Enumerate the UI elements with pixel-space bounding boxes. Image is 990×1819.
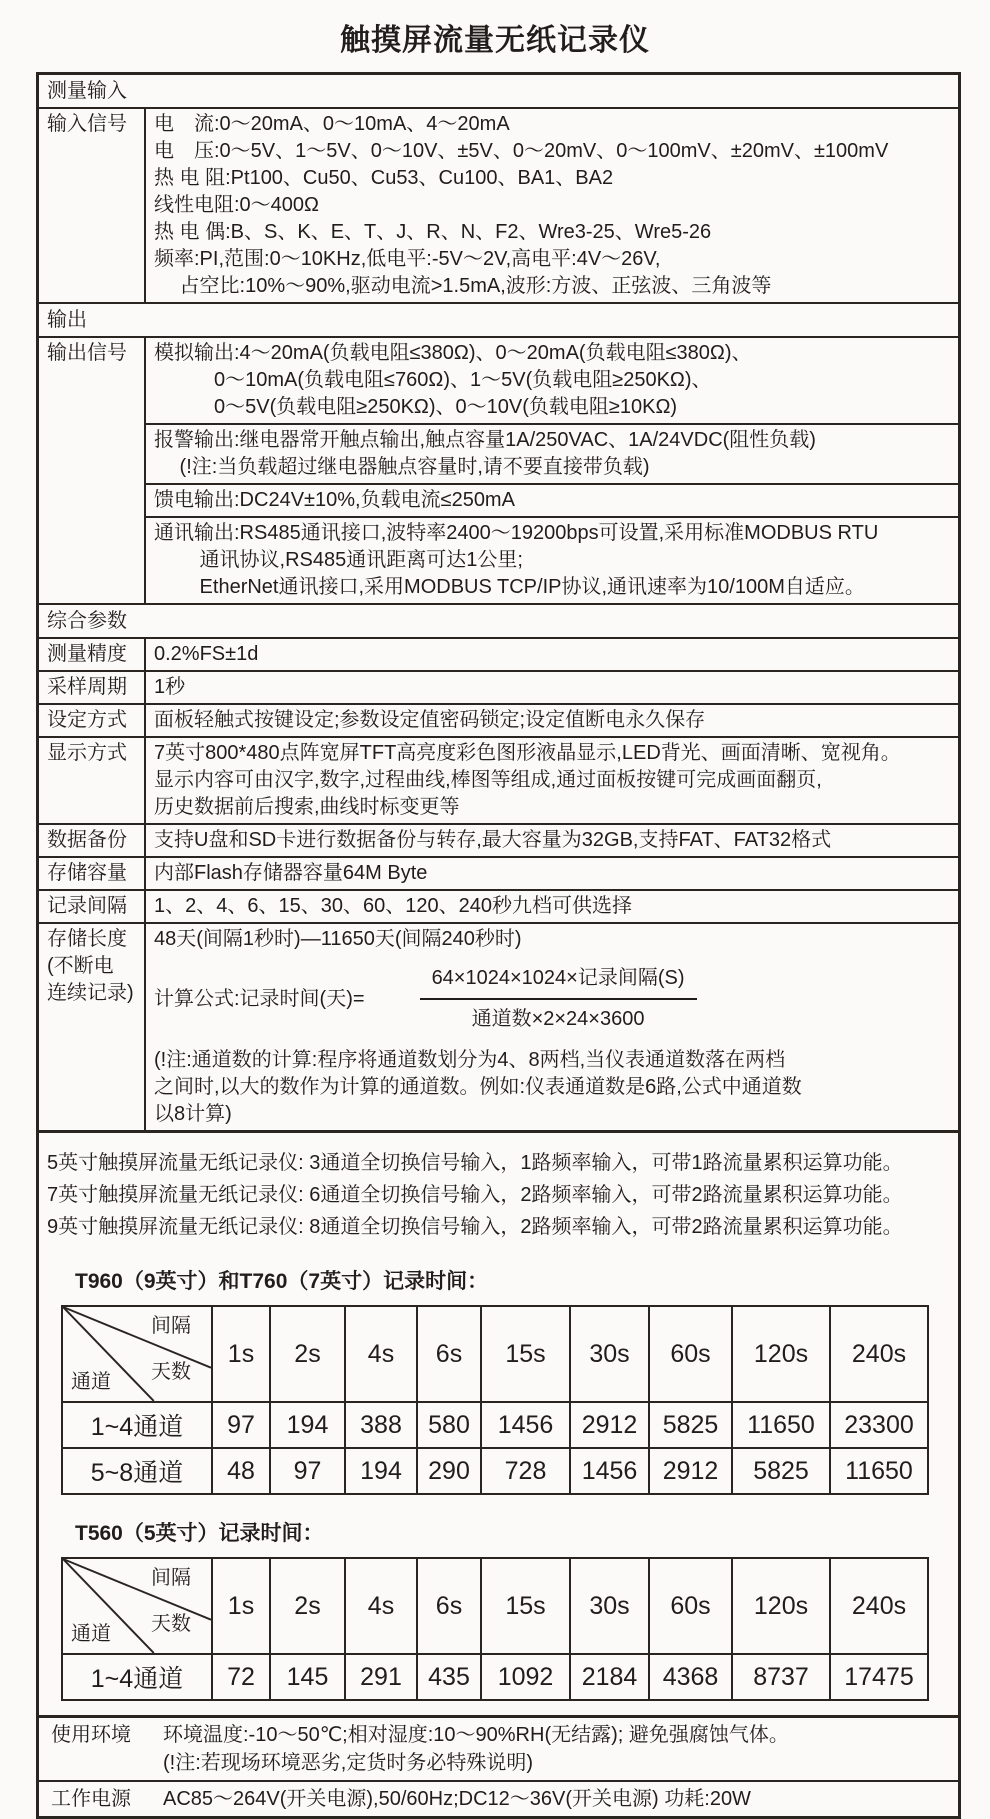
row-label-output-signal: 输出信号 [39,338,146,603]
content-line: 通讯输出:RS485通讯接口,波特率2400～19200bps可设置,采用标准MODBUS RTU [154,522,879,544]
content-line: 显示内容可由汉字,数字,过程曲线,棒图等组成,通过面板按键可完成画面翻页, [154,769,822,791]
table-row-ch5-8 [62,1448,928,1494]
interval-header-cell: 4s [345,1306,417,1402]
value-cell: 290 [417,1448,481,1494]
output-subgroup-communication [146,516,958,603]
content-line: 电 压:0～5V、1～5V、0～10V、±5V、0～20mV、0～100mV、±20mV、±100mV [154,140,889,162]
interval-header-cell: 60s [649,1306,732,1402]
content-line: (!注:当负载超过继电器触点容量时,请不要直接带负载) [154,456,650,478]
content-line: (!注:若现场环境恶劣,定货时务必特殊说明) [163,1752,533,1774]
row-content-output-signal [146,338,958,603]
content-line: 热 电 阻:Pt100、Cu50、Cu53、Cu100、BA1、BA2 [154,167,614,189]
corner-cell [62,1558,212,1654]
content-line: 占空比:10%～90%,驱动电流>1.5mA,波形:方波、正弦波、三角波等 [154,275,772,297]
value-cell: 5825 [649,1402,732,1448]
storage-note-line: (!注:通道数的计算:程序将通道数划分为4、8两档,当仪表通道数落在两档 [154,1049,786,1071]
storage-range-line: 48天(间隔1秒时)—11650天(间隔240秒时) [154,928,522,950]
value-cell: 194 [345,1448,417,1494]
value-cell: 1456 [481,1402,570,1448]
storage-note-line: 以8计算) [154,1103,232,1125]
output-subgroup-analog [146,338,958,423]
interval-header-cell: 120s [732,1558,830,1654]
row-content [146,672,958,703]
content-line: 内部Flash存储器容量64M Byte [154,862,428,884]
interval-header-cell: 6s [417,1306,481,1402]
value-cell: 48 [212,1448,270,1494]
table-header-row [62,1306,928,1402]
model-line-9inch: 9英寸触摸屏流量无纸记录仪: 8通道全切换信号输入，2路频率输入，可带2路流量累积运算功能。 [47,1216,903,1238]
content-line: 热 电 偶:B、S、K、E、T、J、R、N、F2、Wre3-25、Wre5-26 [154,221,712,243]
model-line-5inch: 5英寸触摸屏流量无纸记录仪: 3通道全切换信号输入，1路频率输入，可带1路流量累积运算功能。 [47,1152,903,1174]
spec-row-capacity [39,856,958,889]
interval-header-cell: 240s [830,1558,928,1654]
interval-header-cell: 240s [830,1306,928,1402]
content-line: AC85～264V(开关电源),50/60Hz;DC12～36V(开关电源) 功耗:20W [163,1788,751,1810]
interval-header-cell: 15s [481,1558,570,1654]
content-line: 通讯协议,RS485通讯距离可达1公里; [154,549,523,571]
interval-header-cell: 120s [732,1306,830,1402]
row-content-storage-length [146,924,958,1130]
power-content [163,1785,958,1813]
row-content-input-signal [146,109,958,302]
environment-row [39,1718,958,1780]
t960-recording-table [61,1305,929,1495]
interval-header-cell: 30s [570,1558,649,1654]
spec-table [36,72,961,1133]
row-label: 设定方式 [39,705,146,736]
t560-table-heading: T560（5英寸）记录时间： [75,1522,324,1545]
row-header-cell: 1~4通道 [62,1402,212,1448]
section-header-general: 综合参数 [39,603,958,637]
spec-row-display [39,736,958,823]
interval-header-cell: 1s [212,1306,270,1402]
interval-header-cell: 2s [270,1306,345,1402]
content-line: 面板轻触式按键设定;参数设定值密码锁定;设定值断电永久保存 [154,709,706,731]
environment-content [163,1721,958,1777]
content-line: 环境温度:-10～50℃;相对湿度:10～90%RH(无结露); 避免强腐蚀气体。 [163,1724,789,1746]
content-line: 7英寸800*480点阵宽屏TFT高亮度彩色图形液晶显示,LED背光、画面清晰、宽视角。 [154,742,901,764]
content-line: 1、2、4、6、15、30、60、120、240秒九档可供选择 [154,895,632,917]
environment-label: 使用环境 [51,1724,131,1746]
storage-formula [154,965,950,1033]
interval-header-cell: 1s [212,1558,270,1654]
value-cell: 5825 [732,1448,830,1494]
spec-row-sampling [39,670,958,703]
power-label: 工作电源 [51,1788,131,1810]
power-row [39,1780,958,1816]
interval-header-cell: 30s [570,1306,649,1402]
content-line: 0～10mA(负载电阻≤760Ω)、1～5V(负载电阻≥250KΩ)、 [154,369,712,391]
t560-recording-table [61,1557,929,1701]
fraction-denominator: 通道数×2×24×3600 [471,1008,645,1030]
interval-header-cell: 2s [270,1558,345,1654]
value-cell: 2912 [570,1402,649,1448]
spec-row-output-signal [39,336,958,603]
corner-channel-label: 通道 [71,1623,111,1645]
row-label-storage-length [39,924,146,1130]
content-line: 频率:PI,范围:0～10KHz,低电平:-5V～2V,高电平:4V～26V, [154,248,661,270]
value-cell: 2912 [649,1448,732,1494]
output-subgroup-feed [146,483,958,516]
table-header-row [62,1558,928,1654]
interval-header-cell: 4s [345,1558,417,1654]
label-line: (不断电 [47,955,114,977]
value-cell: 145 [270,1654,345,1700]
content-line: 报警输出:继电器常开触点输出,触点容量1A/250VAC、1A/24VDC(阻性负载) [154,429,816,451]
row-content [146,738,958,823]
table-row-ch1-4 [62,1654,928,1700]
value-cell: 72 [212,1654,270,1700]
formula-fraction [420,965,697,1033]
value-cell: 11650 [830,1448,928,1494]
fraction-numerator: 64×1024×1024×记录间隔(S) [420,965,697,1000]
row-label: 显示方式 [39,738,146,823]
content-line: 0～5V(负载电阻≥250KΩ)、0～10V(负载电阻≥10KΩ) [154,396,678,418]
row-label: 记录间隔 [39,891,146,922]
value-cell: 11650 [732,1402,830,1448]
section-header-output: 输出 [39,302,958,336]
value-cell: 194 [270,1402,345,1448]
corner-days-label: 天数 [151,1361,191,1383]
content-line: 模拟输出:4～20mA(负载电阻≤380Ω)、0～20mA(负载电阻≤380Ω)、 [154,342,752,364]
content-line: 支持U盘和SD卡进行数据备份与转存,最大容量为32GB,支持FAT、FAT32格式 [154,829,832,851]
row-content [146,825,958,856]
corner-cell [62,1306,212,1402]
spec-row-setting [39,703,958,736]
corner-interval-label: 间隔 [151,1567,191,1589]
content-line: 电 流:0～20mA、0～10mA、4～20mA [154,113,510,135]
row-header-cell: 5~8通道 [62,1448,212,1494]
row-label: 采样周期 [39,672,146,703]
row-content [146,858,958,889]
storage-note-line: 之间时,以大的数作为计算的通道数。例如:仪表通道数是6路,公式中通道数 [154,1076,802,1098]
value-cell: 1092 [481,1654,570,1700]
value-cell: 1456 [570,1448,649,1494]
content-line: 0.2%FS±1d [154,643,259,665]
interval-header-cell: 6s [417,1558,481,1654]
content-line: EtherNet通讯接口,采用MODBUS TCP/IP协议,通讯速率为10/100M自适应。 [154,576,865,598]
page-title: 触摸屏流量无纸记录仪 [340,24,650,57]
row-label: 数据备份 [39,825,146,856]
value-cell: 2184 [570,1654,649,1700]
corner-interval-label: 间隔 [151,1315,191,1337]
value-cell: 291 [345,1654,417,1700]
content-line: 1秒 [154,676,186,698]
environment-power-table [36,1715,961,1819]
spec-row-storage-length [39,922,958,1130]
output-subgroup-alarm [146,423,958,483]
t960-table-heading: T960（9英寸）和T760（7英寸）记录时间： [75,1270,489,1293]
row-header-cell: 1~4通道 [62,1654,212,1700]
corner-days-label: 天数 [151,1613,191,1635]
label-line: 存储长度 [47,928,127,950]
content-line: 馈电输出:DC24V±10%,负载电流≤250mA [154,489,515,511]
row-content [146,891,958,922]
models-and-recording-section [36,1130,961,1718]
value-cell: 8737 [732,1654,830,1700]
value-cell: 580 [417,1402,481,1448]
model-line-7inch: 7英寸触摸屏流量无纸记录仪: 6通道全切换信号输入，2路频率输入，可带2路流量累积运算功能。 [47,1184,903,1206]
value-cell: 97 [212,1402,270,1448]
content-line: 线性电阻:0～400Ω [154,194,319,216]
row-content [146,705,958,736]
label-line: 连续记录) [47,982,134,1004]
section-header-measure-input: 测量输入 [47,80,127,102]
value-cell: 17475 [830,1654,928,1700]
interval-header-cell: 60s [649,1558,732,1654]
spec-row-accuracy [39,637,958,670]
row-label-input-signal: 输入信号 [39,109,146,302]
spec-row-interval [39,889,958,922]
value-cell: 388 [345,1402,417,1448]
corner-channel-label: 通道 [71,1371,111,1393]
value-cell: 435 [417,1654,481,1700]
row-label: 测量精度 [39,639,146,670]
content-line: 历史数据前后搜索,曲线时标变更等 [154,796,460,818]
value-cell: 4368 [649,1654,732,1700]
value-cell: 23300 [830,1402,928,1448]
interval-header-cell: 15s [481,1306,570,1402]
value-cell: 728 [481,1448,570,1494]
row-content [146,639,958,670]
row-label: 存储容量 [39,858,146,889]
value-cell: 97 [270,1448,345,1494]
table-row-ch1-4 [62,1402,928,1448]
spec-row-input-signal [39,107,958,302]
spec-row-backup [39,823,958,856]
formula-prefix: 计算公式:记录时间(天)= [154,987,365,1010]
